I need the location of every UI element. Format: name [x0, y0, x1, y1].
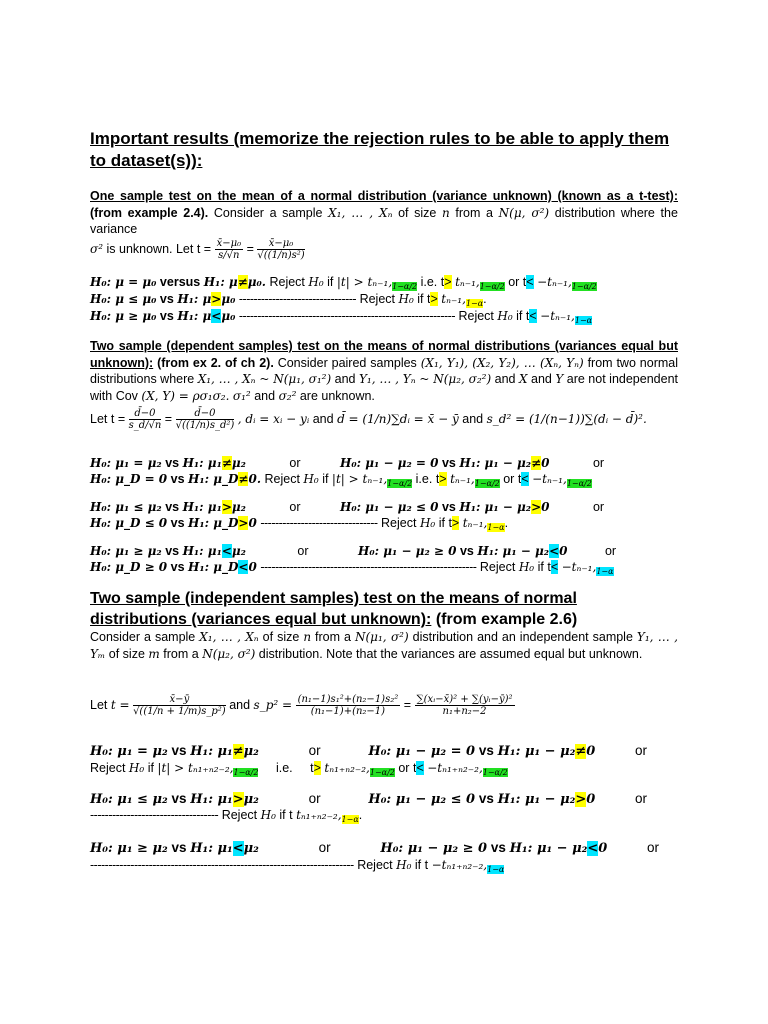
- text: from a: [163, 646, 199, 661]
- text: Reject: [359, 292, 396, 306]
- two-independent-rule-3: [90, 791, 647, 808]
- math: (X, Y) = ρσ₁σ₂.: [141, 388, 230, 403]
- text: or: [647, 840, 660, 855]
- highlight: <: [521, 472, 529, 486]
- math: X: [518, 372, 528, 386]
- highlight: >: [444, 275, 452, 289]
- text: if: [147, 761, 154, 775]
- text: distributions where: [90, 372, 195, 386]
- highlight: <: [526, 275, 534, 289]
- h0: H₀: μ ≤ μ₀: [90, 292, 157, 306]
- math: H₀: [497, 309, 513, 323]
- highlight: ≠: [221, 456, 232, 470]
- two-dependent-rule-4: [90, 515, 508, 536]
- text: t: [525, 309, 530, 323]
- h0: H₀: μ_D ≤ 0: [90, 516, 168, 530]
- math: Y: [555, 372, 564, 386]
- text: if: [417, 292, 424, 306]
- numerator: x̄−ȳ: [133, 694, 226, 706]
- text: vs: [171, 743, 187, 758]
- h1: 0: [559, 544, 568, 558]
- text: from a: [315, 630, 351, 644]
- h1: H₁: μ_D: [188, 472, 239, 486]
- h1: 0: [248, 560, 257, 574]
- text: vs: [159, 309, 174, 323]
- highlight: >: [211, 292, 222, 306]
- highlight: 1−α/2: [479, 282, 505, 291]
- text: or: [398, 761, 410, 775]
- h0: H₀: μ₁ − μ₂ ≤ 0: [368, 792, 476, 807]
- text: or: [289, 456, 301, 470]
- text: or: [308, 743, 321, 758]
- text: or: [503, 472, 515, 486]
- h1: 0.: [248, 472, 262, 486]
- h0: H₀: μ₁ ≤ μ₂: [90, 500, 162, 514]
- text: vs: [478, 743, 494, 758]
- denominator: s/√n: [218, 249, 240, 261]
- text: if: [537, 560, 544, 574]
- math: H₀: [308, 275, 324, 289]
- math: |t| > tₙ₋₁,: [336, 275, 393, 289]
- h1: H₁: μ₁ − μ₂: [497, 744, 576, 759]
- highlight: >: [221, 500, 232, 514]
- h1: 0: [598, 841, 608, 856]
- h1: 0: [586, 744, 596, 759]
- highlight: 1−α: [487, 523, 505, 532]
- denominator: √((1/n)s²): [257, 249, 305, 261]
- h1: 0: [586, 792, 596, 807]
- one-sample-ref: (from example 2.4).: [90, 205, 209, 220]
- math: X₁, … , Xₙ: [328, 205, 393, 220]
- text: are not: [566, 372, 606, 386]
- text: Reject: [264, 472, 300, 486]
- math: H₀: [398, 292, 414, 306]
- h0: H₀: μ₁ ≥ μ₂: [90, 841, 168, 856]
- two-independent-rule-4: [90, 807, 362, 828]
- math: −tₙ₋₁,: [561, 560, 597, 574]
- dashes: ------------------------------------------------------------------------: [90, 858, 354, 872]
- two-dependent-heading: Two sample (dependent samples) test on the means of normal distributions (variances equal but unknown):: [90, 339, 678, 370]
- math: d̄ = (1/n)∑dᵢ = x̄ − ȳ: [337, 411, 459, 426]
- h0: H₀: μ_D = 0: [90, 472, 168, 486]
- numerator: ∑(xᵢ−x̄)² + ∑(yᵢ−ȳ)²: [416, 694, 513, 705]
- highlight: <: [221, 544, 232, 558]
- text: i.e.: [420, 275, 438, 289]
- text: if: [516, 309, 523, 323]
- text: Reject: [381, 516, 417, 530]
- math: Y₁, … , Yₘ: [90, 630, 678, 661]
- highlight: 1−α: [596, 567, 614, 576]
- h1: H₁: μ₁ − μ₂: [477, 544, 550, 558]
- numerator: x̄−μ₀: [257, 238, 304, 250]
- h1: 0: [541, 456, 550, 470]
- text: t: [424, 858, 429, 872]
- text: Let: [90, 697, 108, 712]
- math: s_p² =: [253, 697, 293, 712]
- text: vs: [171, 840, 187, 855]
- math: (X₁, Y₁), (X₂, Y₂), … (Xₙ, Yₙ): [420, 355, 584, 370]
- h0: H₀: μ₁ = μ₂: [90, 456, 162, 470]
- highlight: 1−α: [574, 316, 593, 325]
- two-dependent-rule-1: [90, 455, 604, 471]
- math: −tₙ₋₁,: [540, 309, 575, 323]
- h1: H₁: μ₁ − μ₂: [497, 792, 576, 807]
- one-sample-heading: One sample test on the mean of a normal distribution (variance unknown) (known as a t-test):: [90, 189, 678, 203]
- text: from a: [455, 205, 493, 220]
- highlight: 1−α: [341, 815, 359, 824]
- highlight: >: [439, 472, 447, 486]
- two-independent-intro: [90, 629, 678, 662]
- text: or: [297, 544, 309, 558]
- text: vs: [441, 456, 456, 470]
- fraction: [176, 408, 235, 431]
- text: t =: [110, 411, 126, 426]
- text: or: [308, 791, 321, 806]
- highlight: ≠: [237, 275, 248, 289]
- math: , dᵢ = xᵢ − yᵢ: [237, 411, 310, 426]
- highlight: ≠: [232, 744, 244, 759]
- text: if: [414, 858, 422, 872]
- text: or: [635, 743, 648, 758]
- text: t: [522, 275, 527, 289]
- text: i.e.: [415, 472, 433, 486]
- text: Reject: [357, 858, 393, 872]
- math: tₙ₁₊ₙ₂₋₂,: [296, 808, 342, 822]
- text: or: [592, 500, 605, 514]
- text: Consider paired samples: [277, 355, 417, 370]
- two-independent-heading-block: [90, 588, 678, 630]
- numerator: x̄−μ₀: [216, 237, 242, 249]
- text: of size: [398, 205, 437, 220]
- h0: H₀: μ₁ − μ₂ ≥ 0: [380, 841, 488, 856]
- math: H₀: [260, 808, 276, 822]
- highlight: <: [238, 560, 249, 574]
- dashes: -----------------------------------: [90, 808, 219, 822]
- math: |t| > tₙ₁₊ₙ₂₋₂,: [157, 761, 234, 775]
- math: H₀: [518, 560, 535, 574]
- text: Reject: [221, 808, 258, 822]
- fraction: [415, 694, 515, 717]
- text: =: [403, 697, 412, 712]
- two-dependent-ref: (from ex 2. of ch 2).: [157, 355, 274, 370]
- text: versus: [159, 275, 201, 289]
- text: vs: [490, 840, 506, 855]
- text: distribution and an independent sample: [412, 630, 633, 644]
- text: and: [494, 372, 516, 386]
- text: of size: [262, 630, 300, 644]
- numerator: d̄−0: [129, 408, 162, 420]
- highlight: ≠: [575, 744, 587, 759]
- math: N(μ₁, σ²): [355, 630, 409, 644]
- two-dependent-rule-5: [90, 543, 616, 559]
- fraction: [257, 238, 304, 261]
- dashes: --------------------------------: [238, 292, 357, 306]
- text: if: [322, 472, 329, 486]
- highlight: 1−α/2: [233, 768, 259, 777]
- math: |t| > tₙ₋₁,: [331, 472, 388, 486]
- one-sample-rule-3: [90, 308, 592, 329]
- highlight: >: [575, 792, 587, 807]
- math: σ²: [90, 241, 104, 256]
- text: and: [312, 411, 334, 426]
- text: and: [334, 372, 356, 386]
- text: t: [427, 292, 431, 306]
- math: tₙ₋₁,: [462, 516, 488, 530]
- highlight: >: [451, 516, 460, 530]
- text: t: [289, 808, 293, 822]
- h1: H₁: μ₁ − μ₂: [459, 456, 532, 470]
- highlight: 1−α/2: [474, 479, 500, 488]
- h0: H₀: μ₁ − μ₂ = 0: [340, 456, 439, 470]
- highlight: 1−α/2: [369, 768, 395, 777]
- math: H₀: [128, 761, 145, 775]
- highlight: >: [531, 500, 542, 514]
- highlight: >: [313, 761, 321, 775]
- numerator: d̄−0: [176, 408, 235, 420]
- text: or: [289, 500, 301, 514]
- text: are unknown.: [299, 388, 375, 403]
- h1: H₁: μ₁: [182, 500, 222, 514]
- h1: 0: [541, 500, 550, 514]
- math: H₀: [419, 516, 436, 530]
- fraction: [133, 694, 226, 717]
- math: s_d² = (1/(n−1))∑(dᵢ − d̄)².: [486, 411, 647, 426]
- text: t: [310, 761, 314, 775]
- h1: μ₂: [243, 744, 259, 759]
- math: m: [148, 646, 160, 661]
- math: H₀: [303, 472, 319, 486]
- highlight: >: [430, 292, 438, 306]
- text: Consider a sample: [90, 630, 196, 644]
- text: t: [412, 761, 417, 775]
- math: n: [442, 205, 450, 220]
- h1: μ₀: [221, 309, 236, 323]
- h1: μ₂: [231, 500, 246, 514]
- highlight: 1−α/2: [392, 282, 418, 291]
- text: is unknown. Let: [106, 241, 194, 256]
- h1: μ₂: [243, 792, 259, 807]
- highlight: ≠: [238, 472, 249, 486]
- highlight: 1−α/2: [571, 282, 597, 291]
- text: Reject: [269, 275, 305, 289]
- math: tₙ₋₁,: [441, 292, 466, 306]
- dashes: --------------------------------: [260, 516, 378, 530]
- highlight: 1−α/2: [566, 479, 592, 488]
- text: Reject: [479, 560, 516, 574]
- math: −tₙ₋₁,: [537, 275, 572, 289]
- h1: H₁: μ₁: [182, 456, 222, 470]
- math: σ₂²: [278, 388, 297, 403]
- text: t: [440, 275, 445, 289]
- highlight: <: [529, 309, 537, 323]
- highlight: 1−α: [465, 299, 484, 308]
- math: −tₙ₁₊ₙ₂₋₂,: [427, 761, 483, 775]
- two-independent-rule-6: [90, 857, 504, 878]
- math: t =: [110, 697, 130, 712]
- text: t: [517, 472, 522, 486]
- text: vs: [165, 544, 180, 558]
- h1: H₁: μ₁ − μ₂: [509, 841, 588, 856]
- denominator: s_d/√n: [128, 420, 162, 431]
- math: N(μ₂, σ²): [202, 646, 256, 661]
- text: from two normal: [587, 355, 679, 370]
- highlight: <: [416, 761, 424, 775]
- h1: μ₀.: [247, 275, 266, 289]
- text: or: [318, 840, 331, 855]
- text: independent with Cov: [90, 372, 678, 403]
- math: tₙ₋₁,: [455, 275, 480, 289]
- h1: H₁: μ₁ − μ₂: [459, 500, 532, 514]
- math: n: [303, 630, 312, 644]
- denominator: (n₁−1)+(n₂−1): [310, 706, 386, 717]
- highlight: <: [232, 841, 244, 856]
- text: or: [604, 544, 617, 558]
- text: t =: [196, 241, 212, 256]
- h0: H₀: μ₁ − μ₂ ≥ 0: [358, 544, 457, 558]
- text: distribution where the variance: [90, 205, 678, 236]
- highlight: <: [211, 309, 222, 323]
- h1: H₁: μ₁: [182, 544, 222, 558]
- h1: H₁: μ: [203, 275, 238, 289]
- text: =: [246, 241, 254, 256]
- text: i.e.: [275, 761, 293, 775]
- highlight: 1−α/2: [387, 479, 413, 488]
- text: and: [531, 372, 552, 386]
- two-dependent-rule-2: [90, 471, 592, 492]
- two-independent-rule-5: [90, 840, 659, 857]
- text: vs: [159, 292, 174, 306]
- h0: H₀: μ = μ₀: [90, 275, 157, 289]
- denominator: √((1/n + 1/m)s_p²): [133, 706, 226, 717]
- math: H₀: [396, 858, 412, 872]
- page-title: Important results (memorize the rejection rules to be able to apply them to dataset(s)):: [90, 129, 670, 170]
- math: Y₁, … , Yₙ ~ N(μ₂, σ₂²): [358, 372, 492, 386]
- text: t: [448, 516, 452, 530]
- h1: H₁: μ_D: [188, 560, 239, 574]
- math: X₁, … , Xₙ: [199, 630, 259, 644]
- text: distribution. Note that the variances are assumed equal but unknown.: [258, 646, 643, 661]
- highlight: 1−α: [487, 865, 505, 874]
- text: t: [547, 560, 551, 574]
- text: vs: [165, 500, 180, 514]
- text: or: [592, 456, 605, 470]
- highlight: <: [587, 841, 599, 856]
- text: Reject: [458, 309, 494, 323]
- h1: μ₂: [231, 456, 246, 470]
- text: vs: [171, 791, 187, 806]
- highlight: ≠: [531, 456, 542, 470]
- h0: H₀: μ₁ ≤ μ₂: [90, 792, 168, 807]
- text: if: [279, 808, 286, 822]
- two-dependent-definitions: Let t = $\frac{d̄-0}{s\_d/√n}$ = $\frac{d̄-0}{\text{√((1/n)s\_d²)}}$ , dᵢ = xᵢ − yᵢ and d̄ = (1/n)∑dᵢ = x̄ − ȳ and s_d² = (1/(n−1))∑(dᵢ − d̄)².: [90, 408, 647, 431]
- highlight: >: [238, 516, 249, 530]
- fraction: [129, 408, 162, 431]
- two-independent-ref: (from example 2.6): [435, 611, 578, 628]
- text: .: [483, 292, 487, 306]
- dashes: -----------------------------------------------------------: [260, 560, 477, 574]
- text: and: [254, 388, 276, 403]
- text: .: [504, 516, 509, 530]
- h1: 0: [248, 516, 257, 530]
- math: σ₁²: [232, 388, 251, 403]
- fraction: [215, 238, 244, 261]
- math: −tₙ₁₊ₙ₂₋₂,: [431, 858, 488, 872]
- text: .: [358, 808, 363, 822]
- two-independent-heading: Two sample (independent samples) test on the means of normal distributions (variances equal but unknown):: [90, 590, 577, 628]
- text: or: [508, 275, 520, 289]
- denominator: √((1/n)s_d²): [175, 420, 235, 431]
- math: tₙ₁₊ₙ₂₋₂,: [324, 761, 370, 775]
- h1: H₁: μ₁: [190, 744, 233, 759]
- two-dependent-rule-3: [90, 499, 604, 515]
- text: vs: [170, 560, 185, 574]
- text: Consider a sample: [213, 205, 323, 220]
- text: if: [327, 275, 334, 289]
- text: t: [435, 472, 440, 486]
- text: and: [229, 697, 251, 712]
- highlight: 1−α/2: [482, 768, 508, 777]
- math: −tₙ₋₁,: [532, 472, 567, 486]
- math: tₙ₋₁,: [450, 472, 475, 486]
- h0: H₀: μ₁ − μ₂ = 0: [368, 744, 476, 759]
- text: vs: [478, 791, 494, 806]
- h1: H₁: μ₁: [190, 792, 233, 807]
- h1: μ₀: [221, 292, 236, 306]
- two-independent-definitions: [90, 694, 515, 717]
- text: vs: [170, 516, 185, 530]
- text: Reject: [90, 761, 126, 775]
- h0: H₀: μ ≥ μ₀: [90, 309, 157, 323]
- text: or: [635, 791, 648, 806]
- h1: H₁: μ: [177, 309, 212, 323]
- highlight: <: [549, 544, 560, 558]
- h1: μ₂: [231, 544, 246, 558]
- math: N(μ, σ²): [498, 205, 550, 220]
- two-dependent-intro: [90, 338, 678, 404]
- highlight: <: [550, 560, 559, 574]
- text: vs: [170, 472, 185, 486]
- h1: H₁: μ: [177, 292, 212, 306]
- h1: H₁: μ₁: [190, 841, 233, 856]
- text: Let: [90, 411, 108, 426]
- text: vs: [441, 500, 456, 514]
- highlight: >: [232, 792, 244, 807]
- text: and: [462, 411, 484, 426]
- h0: H₀: μ₁ ≥ μ₂: [90, 544, 162, 558]
- dashes: -----------------------------------------------------------: [238, 309, 455, 323]
- h0: H₀: μ₁ = μ₂: [90, 744, 168, 759]
- text: vs: [165, 456, 180, 470]
- text: vs: [459, 544, 474, 558]
- one-sample-intro: [90, 188, 678, 261]
- two-dependent-rule-6: [90, 559, 614, 580]
- numerator: (n₁−1)s₁²+(n₂−1)s₂²: [297, 694, 399, 705]
- two-independent-rule-1: [90, 743, 647, 760]
- two-independent-rule-2: [90, 760, 508, 781]
- h0: H₀: μ₁ − μ₂ ≤ 0: [340, 500, 439, 514]
- math: X₁, … , Xₙ ~ N(μ₁, σ₁²): [197, 372, 332, 386]
- text: if: [438, 516, 445, 530]
- h1: μ₂: [243, 841, 259, 856]
- h1: H₁: μ_D: [188, 516, 239, 530]
- h0: H₀: μ_D ≥ 0: [90, 560, 168, 574]
- denominator: n₁+n₂−2: [442, 706, 487, 717]
- text: of size: [108, 646, 145, 661]
- fraction: [296, 694, 401, 717]
